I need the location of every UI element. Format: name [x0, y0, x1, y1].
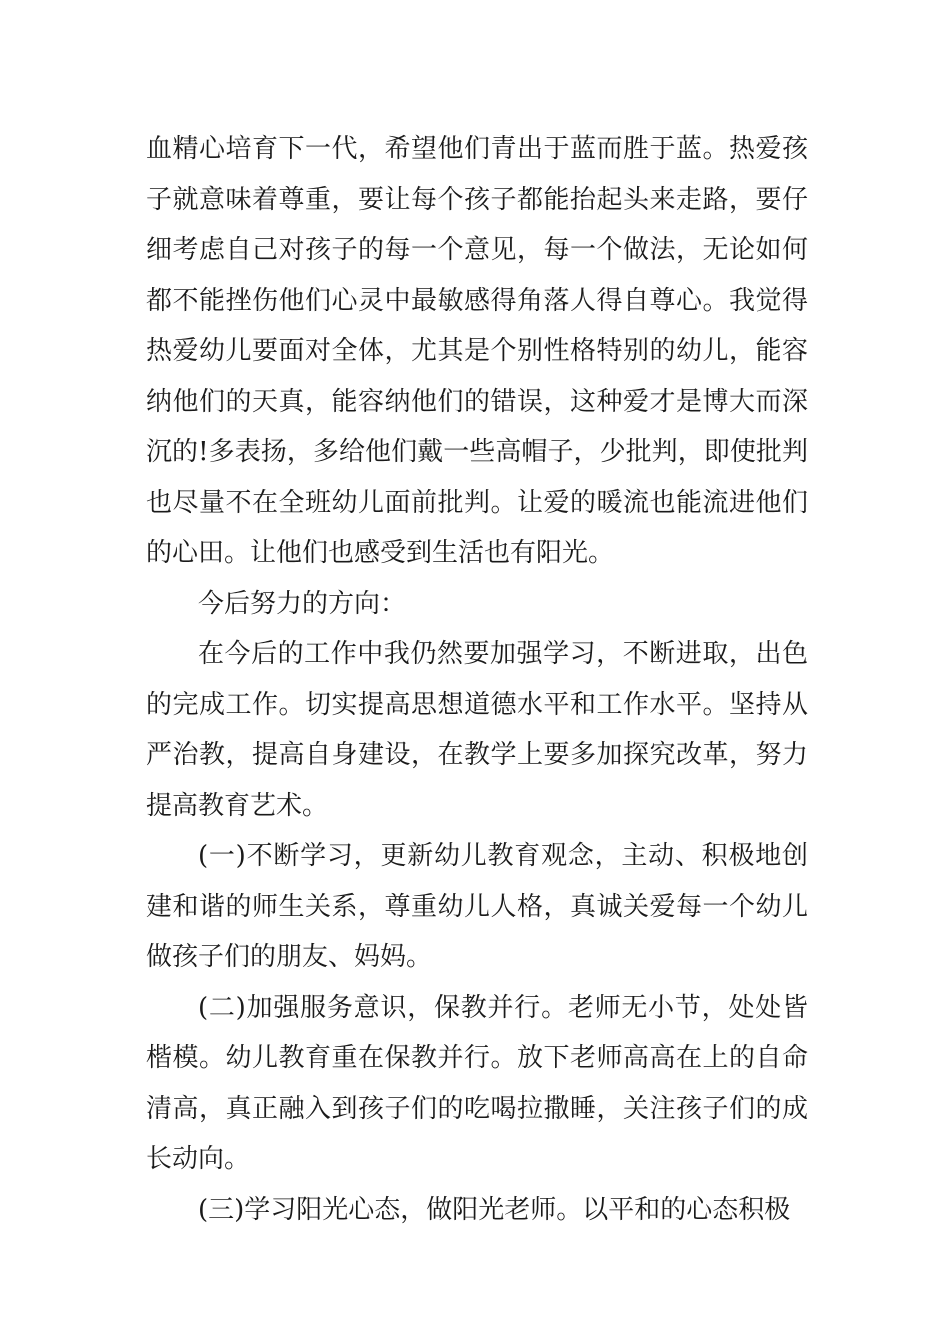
- text-line: (三)学习阳光心态，做阳光老师。以平和的心态积极: [198, 1194, 791, 1225]
- paragraph-p5: [146, 983, 808, 1185]
- text-line: 血精心培育下一代，希望他们青出于蓝而胜于蓝。热爱孩: [146, 134, 808, 164]
- text-line: 的心田。让他们也感受到生活也有阳光。: [146, 538, 615, 568]
- text-line: (二)加强服务意识，保教并行。老师无小节，处处皆: [198, 992, 808, 1023]
- text-line: 细考虑自己对孩子的每一个意见，每一个做法，无论如何: [146, 235, 808, 265]
- text-line: 楷模。幼儿教育重在保教并行。放下老师高高在上的自命: [146, 1043, 808, 1073]
- paragraph-p3: [146, 629, 808, 831]
- paragraph-p4: [146, 831, 808, 983]
- paragraph-p6: [146, 1185, 808, 1236]
- text-line: 子就意味着尊重，要让每个孩子都能抬起头来走路，要仔: [146, 184, 808, 215]
- text-line: 清高，真正融入到孩子们的吃喝拉撒睡，关注孩子们的成: [146, 1093, 808, 1124]
- text-line: 热爱幼儿要面对全体，尤其是个别性格特别的幼儿，能容: [146, 336, 808, 366]
- text-line: 提高教育艺术。: [146, 790, 329, 821]
- text-line: 做孩子们的朋友、妈妈。: [146, 942, 433, 972]
- text-line: 建和谐的师生关系，尊重幼儿人格，真诚关爱每一个幼儿: [146, 891, 808, 922]
- text-line: 都不能挫伤他们心灵中最敏感得角落人得自尊心。我觉得: [146, 285, 808, 316]
- paragraph-p1: [146, 124, 808, 579]
- text-line: 的完成工作。切实提高思想道德水平和工作水平。坚持从: [146, 689, 808, 720]
- text-line: (一)不断学习，更新幼儿教育观念，主动、积极地创: [198, 841, 808, 871]
- text-line: 在今后的工作中我仍然要加强学习，不断进取，出色: [198, 639, 808, 669]
- text-line: 沉的!多表扬，多给他们戴一些高帽子，少批判，即使批判: [146, 437, 808, 467]
- text-line: 今后努力的方向：: [198, 588, 407, 619]
- text-line: 严治教，提高自身建设，在教学上要多加探究改革，努力: [146, 740, 808, 770]
- text-line: 也尽量不在全班幼儿面前批判。让爱的暖流也能流进他们: [146, 487, 808, 518]
- text-line: 长动向。: [146, 1144, 251, 1174]
- paragraph-p2: [146, 579, 808, 630]
- text-line: 纳他们的天真，能容纳他们的错误，这种爱才是博大而深: [146, 386, 808, 417]
- document-body: [146, 124, 808, 1235]
